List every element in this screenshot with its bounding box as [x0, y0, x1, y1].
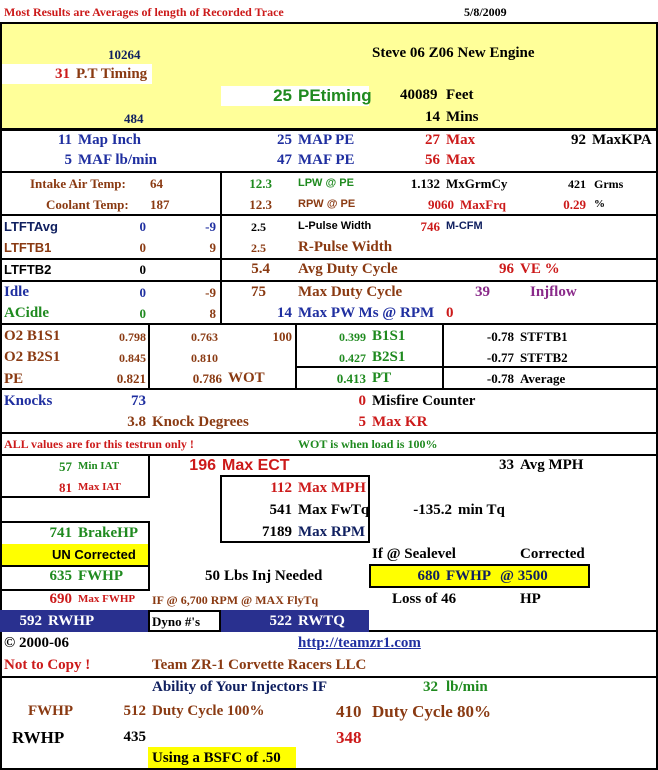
pe-o2-value: 0.821 — [116, 371, 146, 386]
injector-ability-label: Ability of Your Injectors IF — [152, 679, 327, 695]
knocks-label: Knocks — [4, 393, 53, 409]
acidle-a: 0 — [139, 306, 146, 321]
wot-o2-value: 0.786 — [192, 371, 222, 386]
corrected-fwhp-value: 680 — [417, 568, 440, 584]
stftb2-label: STFTB2 — [520, 350, 568, 365]
o2b1s1-b: 0.763 — [191, 330, 218, 344]
inj-rwhp-a: 435 — [123, 729, 146, 745]
idle-a: 0 — [139, 285, 146, 300]
avgmph-label: Avg MPH — [520, 457, 584, 473]
if-rpm-note: IF @ 6,700 RPM @ MAX FlyTq — [152, 593, 319, 607]
acidle-b: 8 — [209, 306, 216, 321]
rule — [0, 22, 2, 770]
lpw-value: 12.3 — [249, 176, 272, 191]
lpw-label: LPW @ PE — [298, 177, 354, 189]
maf-label: MAF lb/min — [78, 152, 158, 168]
ve-label: VE % — [520, 261, 560, 277]
mcfm-label: M-CFM — [446, 220, 483, 232]
value-10264: 10264 — [108, 47, 141, 62]
ltftb1-a: 0 — [139, 240, 146, 255]
pt-timing-value: 31 — [55, 66, 70, 82]
rule — [0, 565, 150, 567]
max1-label: Max — [446, 132, 476, 148]
rpw-value: 12.3 — [249, 197, 272, 212]
knocks-value: 73 — [131, 393, 146, 409]
map-pe-value: 25 — [277, 132, 292, 148]
idle-b: -9 — [205, 285, 216, 300]
mxgrmcy-label: MxGrmCy — [446, 176, 508, 191]
average-value: -0.78 — [486, 371, 514, 386]
rpulse-value: 2.5 — [251, 241, 266, 255]
mdc-label: Max Duty Cycle — [298, 284, 403, 300]
rwhp-value: 592 — [19, 613, 42, 629]
b2s1-value: 0.427 — [339, 351, 366, 365]
knock-degrees-label: Knock Degrees — [152, 414, 249, 430]
rwhp-label: RWHP — [48, 613, 95, 629]
misfire-label: Misfire Counter — [372, 393, 476, 409]
maxkr-label: Max KR — [372, 414, 428, 430]
pt-timing-label: P.T Timing — [76, 66, 148, 82]
adc-value: 5.4 — [251, 261, 270, 277]
rule — [0, 388, 658, 390]
wot-o2-label: WOT — [228, 370, 265, 386]
maxpw-value: 14 — [277, 305, 292, 321]
fwhp-value: 635 — [49, 568, 72, 584]
bsfc-label: Using a BSFC of .50 — [152, 750, 281, 766]
mins-label: Mins — [446, 109, 479, 125]
average-label: Average — [520, 371, 566, 386]
b2s1-label: B2S1 — [372, 349, 406, 365]
mcfm-value: 746 — [420, 219, 440, 234]
lbmin-value: 32 — [423, 679, 438, 695]
header-date: 5/8/2009 — [464, 5, 507, 19]
ltftavg-b: -9 — [205, 219, 216, 234]
iat-value: 64 — [150, 176, 163, 191]
pt-o2-value: 0.413 — [336, 371, 366, 386]
fwtq-value: 541 — [269, 502, 292, 518]
mintq-label: min Tq — [458, 502, 505, 518]
maxkpa-label: MaxKPA — [592, 132, 652, 148]
injflow-label: Injflow — [530, 284, 577, 300]
grms-label: Grms — [594, 177, 624, 191]
stftb1-label: STFTB1 — [520, 329, 568, 344]
dc100-value: 512 — [123, 703, 146, 719]
wot-note: WOT is when load is 100% — [298, 437, 438, 451]
ltftb2-a: 0 — [139, 262, 146, 277]
rule — [295, 323, 297, 388]
o2b1s1-c: 100 — [272, 329, 292, 344]
brakehp-value: 741 — [49, 525, 72, 541]
ltftavg-a: 0 — [139, 219, 146, 234]
dc80-label: Duty Cycle 80% — [372, 702, 491, 721]
maxpw-rpm: 0 — [446, 305, 454, 321]
maxmph-value: 112 — [270, 480, 292, 496]
ltftb2-label: LTFTB2 — [4, 262, 52, 277]
maxfwhp-value: 690 — [49, 591, 72, 607]
grms-value: 421 — [568, 177, 586, 191]
ltftb1-b: 9 — [209, 240, 216, 255]
loss-label: Loss of 46 — [392, 591, 457, 607]
pct-label: % — [594, 198, 605, 210]
miniat-value: 57 — [59, 459, 72, 474]
feet-label: Feet — [446, 87, 474, 103]
teamzr1-link[interactable]: http://teamzr1.com — [298, 635, 421, 651]
ltftb1-label: LTFTB1 — [4, 240, 52, 255]
max1-value: 27 — [425, 132, 440, 148]
maxfrq-label: MaxFrq — [460, 197, 506, 212]
fwhp-label: FWHP — [78, 568, 123, 584]
ltftavg-label: LTFTAvg — [4, 219, 58, 234]
dc80-value: 410 — [336, 702, 362, 721]
lbmin-label: lb/min — [446, 679, 488, 695]
hp-label: HP — [520, 591, 541, 607]
rule — [0, 280, 658, 282]
acidle-label: ACidle — [4, 305, 49, 321]
map-inch-value: 11 — [57, 132, 72, 148]
copyright: © 2000-06 — [4, 635, 69, 651]
coolant-label: Coolant Temp: — [46, 197, 129, 212]
inj-rwhp-b: 348 — [336, 728, 362, 747]
maxfwhp-label: Max FWHP — [78, 593, 136, 605]
rule — [295, 366, 658, 368]
maxfrq-value: 9060 — [428, 197, 454, 212]
fwtq-label: Max FwTq — [298, 502, 370, 518]
maf-value: 5 — [64, 152, 72, 168]
mdc-value: 75 — [251, 284, 266, 300]
mins-value: 14 — [425, 109, 440, 125]
corrected-label: Corrected — [520, 546, 585, 562]
knock-degrees-value: 3.8 — [127, 414, 146, 430]
rule — [0, 258, 658, 260]
maxmph-label: Max MPH — [298, 480, 366, 496]
maxect-value: 196 — [189, 457, 216, 474]
map-inch-label: Map Inch — [78, 132, 141, 148]
lbs-inj-label: Lbs Inj Needed — [224, 568, 323, 584]
dyno-label: Dyno #'s — [152, 614, 201, 629]
rule — [148, 323, 150, 388]
b1s1-label: B1S1 — [372, 328, 406, 344]
maf-pe-value: 47 — [277, 152, 292, 168]
injflow-value: 39 — [475, 284, 490, 300]
maxrpm-label: Max RPM — [298, 524, 366, 540]
feet-value: 40089 — [400, 87, 438, 103]
company-name: Team ZR-1 Corvette Racers LLC — [152, 657, 367, 673]
maxiat-value: 81 — [59, 480, 72, 495]
mxgrmcy-value: 1.132 — [410, 176, 440, 191]
rule — [220, 171, 222, 323]
stftb2-value: -0.77 — [486, 350, 514, 365]
value-484: 484 — [124, 111, 144, 126]
rule — [0, 323, 658, 325]
brakehp-label: BrakeHP — [78, 525, 138, 541]
header-note: Most Results are Averages of length of Recorded Trace — [4, 5, 284, 19]
maxkpa-value: 92 — [571, 132, 586, 148]
maxkr-value: 5 — [358, 414, 366, 430]
pe-timing-value: 25 — [273, 86, 292, 105]
engine-title: Steve 06 Z06 New Engine — [372, 45, 535, 61]
rule — [0, 432, 658, 434]
o2b2s1-b: 0.810 — [191, 351, 218, 365]
corrected-rpm: @ 3500 — [500, 568, 548, 584]
idle-label: Idle — [4, 284, 30, 300]
maxpw-label: Max PW Ms @ RPM — [298, 305, 435, 321]
rpulse-label: R-Pulse Width — [298, 239, 393, 255]
inj-rwhp-label: RWHP — [12, 728, 65, 747]
max2-label: Max — [446, 152, 476, 168]
uncorrected-label: UN Corrected — [52, 547, 136, 562]
ve-value: 96 — [499, 261, 514, 277]
misfire-value: 0 — [358, 393, 366, 409]
b1s1-value: 0.399 — [339, 330, 366, 344]
o2b1s1-a: 0.798 — [119, 330, 146, 344]
rule — [0, 676, 658, 678]
maxiat-label: Max IAT — [78, 481, 121, 493]
rwtq-value: 522 — [269, 613, 292, 629]
rule — [0, 129, 658, 131]
lpulse-value: 2.5 — [251, 220, 266, 234]
o2b1s1-label: O2 B1S1 — [4, 328, 61, 344]
avgmph-value: 33 — [499, 457, 514, 473]
max2-value: 56 — [425, 152, 440, 168]
o2b2s1-a: 0.845 — [119, 351, 146, 365]
maxrpm-value: 7189 — [262, 524, 292, 540]
pt-o2-label: PT — [372, 370, 392, 386]
o2b2s1-label: O2 B2S1 — [4, 349, 61, 365]
rule — [442, 323, 444, 388]
dc100-label: Duty Cycle 100% — [152, 703, 265, 719]
pe-timing-label: PEtiming — [298, 86, 372, 105]
miniat-label: Min IAT — [78, 460, 120, 472]
pct-value: 0.29 — [563, 197, 586, 212]
rule — [0, 214, 658, 216]
all-values-note: ALL values are for this testrun only ! — [4, 437, 194, 451]
mintq-value: -135.2 — [413, 502, 452, 518]
map-pe-label: MAP PE — [298, 132, 355, 148]
rpw-label: RPW @ PE — [298, 198, 356, 210]
adc-label: Avg Duty Cycle — [298, 261, 398, 277]
rule — [0, 171, 658, 173]
inj-fwhp-label: FWHP — [28, 703, 73, 719]
lbs-inj-value: 50 — [205, 568, 220, 584]
corrected-fwhp-label: FWHP — [446, 568, 491, 584]
stftb1-value: -0.78 — [486, 329, 514, 344]
sealevel-label: If @ Sealevel — [372, 546, 456, 562]
pe-o2-label: PE — [4, 371, 24, 387]
maxect-label: Max ECT — [222, 457, 290, 474]
rwtq-label: RWTQ — [298, 613, 345, 629]
lpulse-label: L-Pulse Width — [298, 220, 372, 232]
coolant-value: 187 — [150, 197, 170, 212]
not-to-copy: Not to Copy ! — [4, 657, 91, 673]
maf-pe-label: MAF PE — [298, 152, 355, 168]
iat-label: Intake Air Temp: — [30, 176, 126, 191]
